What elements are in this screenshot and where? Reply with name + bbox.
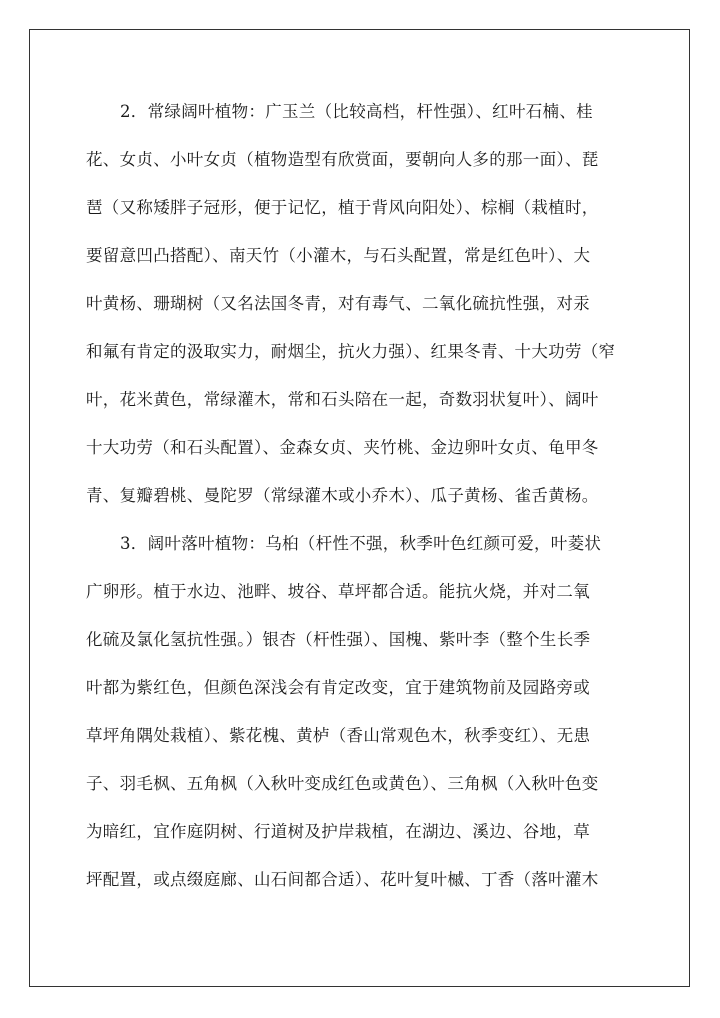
paragraph-3-line-5: 草坪角隅处栽植）、紫花槐、黄栌（香山常观色木，秋季变红）、无患 [86,726,591,745]
paragraph-2-line-8: 十大功劳（和石头配置）、金森女贞、夹竹桃、金边卵叶女贞、龟甲冬 [86,438,599,457]
paragraph-3-line-4: 叶都为紫红色，但颜色深浅会有肯定改变，宜于建筑物前及园路旁或 [86,678,590,697]
paragraph-2-line-7: 叶，花米黄色，常绿灌木，常和石头陪在一起，奇数羽状复叶）、阔叶 [86,390,599,409]
paragraph-3-line-8: 坪配置，或点缀庭廊、山石间都合适）、花叶复叶槭、丁香（落叶灌木 [86,870,599,889]
paragraph-3-line-2: 广卵形。植于水边、池畔、坡谷、草坪都合适。能抗火烧，并对二氧 [86,582,590,601]
paragraph-2-line-4: 要留意凹凸搭配）、南天竹（小灌木，与石头配置，常是红色叶）、大 [86,246,591,265]
paragraph-3-line-7: 为暗红，宜作庭阴树、行道树及护岸栽植，在湖边、溪边、谷地，草 [86,822,590,841]
paragraph-2-line-2: 花、女贞、小叶女贞（植物造型有欣赏面，要朝向人多的那一面）、琵 [86,150,599,169]
document-body [86,92,636,908]
paragraph-2-line-3: 琶（又称矮胖子冠形，便于记忆，植于背风向阳处）、棕榈（栽植时， [86,198,599,217]
paragraph-2-line-5: 叶黄杨、珊瑚树（又名法国冬青，对有毒气、二氧化硫抗性强，对汞 [86,294,590,313]
paragraph-2-line-1: 2．常绿阔叶植物：广玉兰（比较高档，杆性强）、红叶石楠、桂 [120,102,593,121]
paragraph-3-line-3: 化硫及氯化氢抗性强。）银杏（杆性强）、国槐、紫叶李（整个生长季 [86,630,591,649]
paragraph-3-line-6: 子、羽毛枫、五角枫（入秋叶变成红色或黄色）、三角枫（入秋叶色变 [86,774,599,793]
paragraph-2-line-9: 青、复瓣碧桃、曼陀罗（常绿灌木或小乔木）、瓜子黄杨、雀舌黄杨。 [86,486,599,505]
paragraph-3-line-1: 3．阔叶落叶植物：乌桕（杆性不强，秋季叶色红颜可爱，叶菱状 [120,534,602,553]
paragraph-2-line-6: 和氟有肯定的汲取实力，耐烟尘，抗火力强）、红果冬青、十大功劳（窄 [86,342,616,361]
